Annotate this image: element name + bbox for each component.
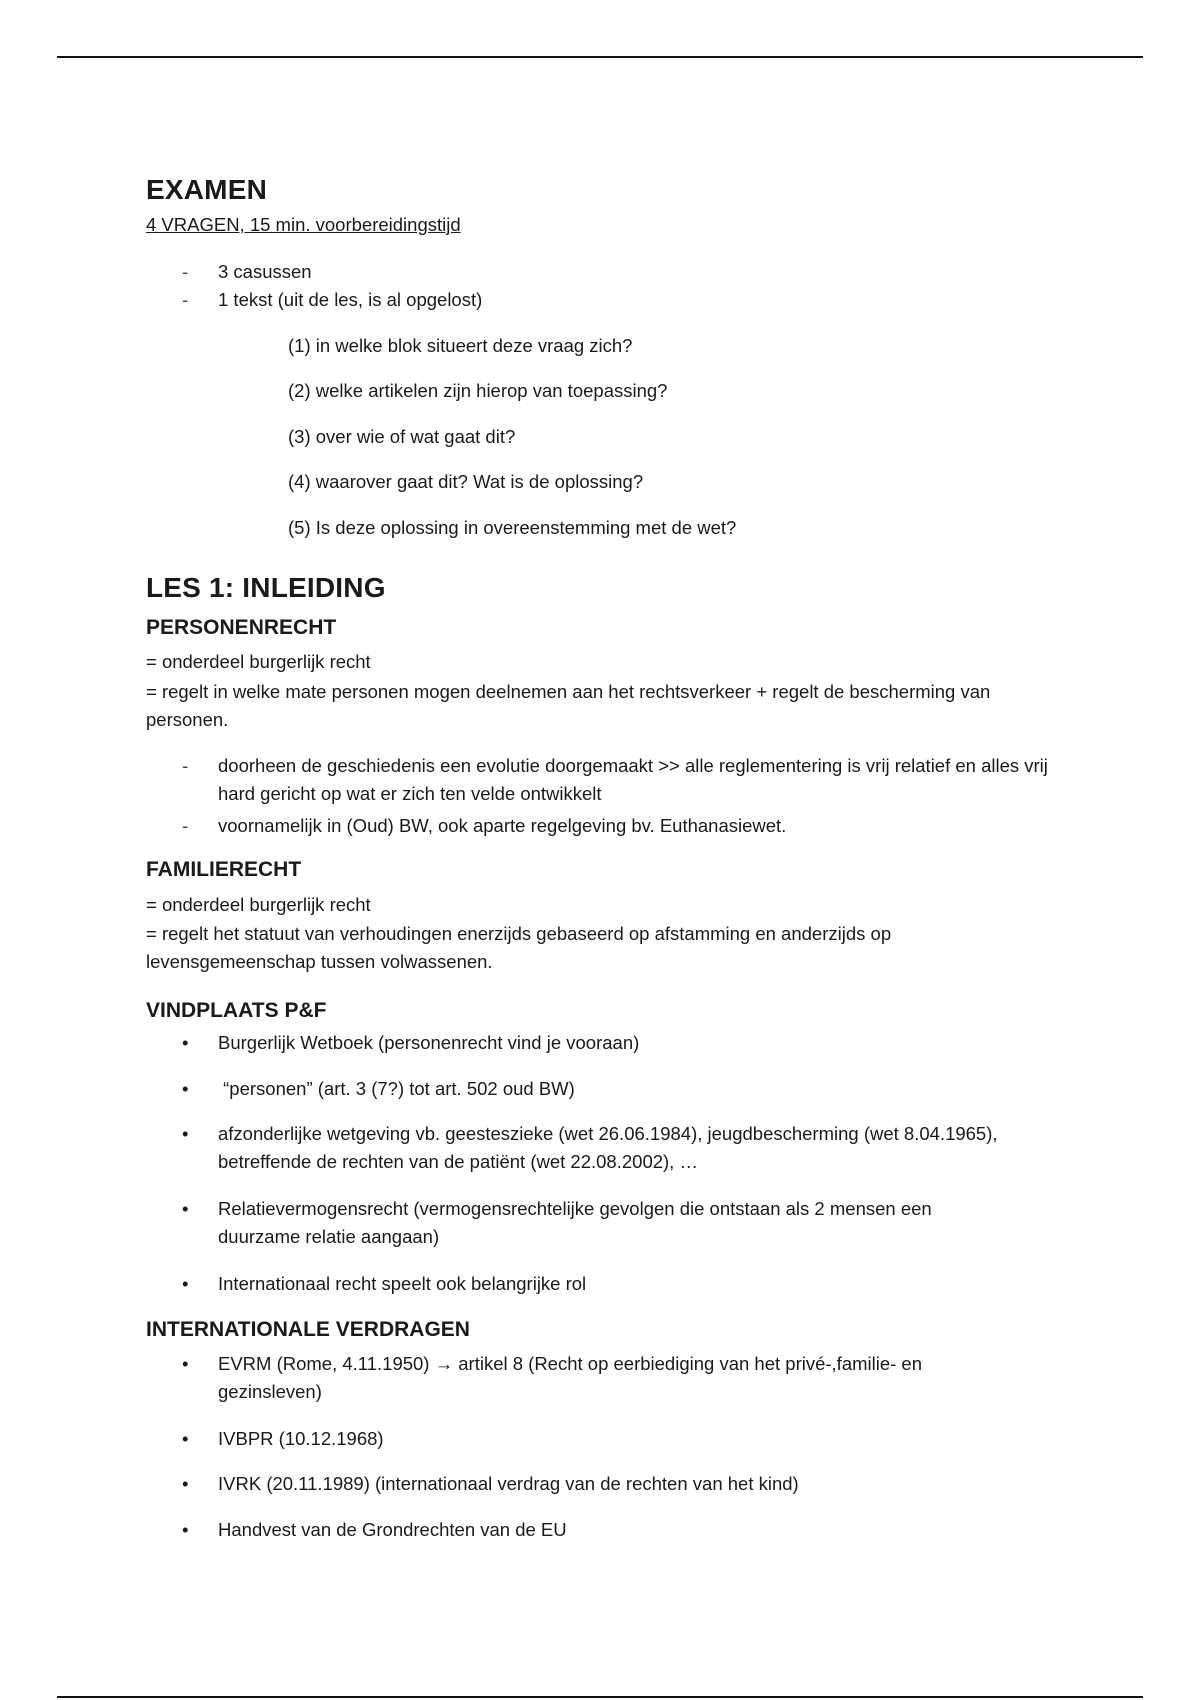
vindplaats-item: • Relatievermogensrecht (vermogensrechtelijke gevolgen die ontstaan als 2 mensen een duurzame relatie aangaan) [218,1195,1018,1251]
familierecht-definition: = onderdeel burgerlijk recht [146,894,371,915]
examen-list-item: - 3 casussen [218,258,1068,286]
exam-question: (1) in welke blok situeert deze vraag zich? [288,335,633,356]
footer-rule [57,1696,1143,1698]
verdragen-item: • Handvest van de Grondrechten van de EU [218,1516,1068,1544]
familierecht-description: = regelt het statuut van verhoudingen enerzijds gebaseerd op afstamming en anderzijds op levensgemeenschap tussen volwassenen. [146,923,892,972]
verdragen-heading: INTERNATIONALE VERDRAGEN [146,1318,470,1341]
familierecht-heading: FAMILIERECHT [146,858,302,881]
verdragen-item: • IVBPR (10.12.1968) [218,1425,1068,1453]
personenrecht-definition: = onderdeel burgerlijk recht [146,651,371,672]
examen-list-item: - 1 tekst (uit de les, is al opgelost) [218,286,1068,314]
personenrecht-item: - doorheen de geschiedenis een evolutie doorgemaakt >> alle reglementering is vrij relatief en alles vrij hard gericht op wat er zich ten velde ontwikkelt [218,752,1058,808]
header-rule [57,56,1143,58]
personenrecht-description: = regelt in welke mate personen mogen deelnemen aan het rechtsverkeer + regelt de bescherming van personen. [146,681,991,730]
examen-heading: EXAMEN [146,174,267,205]
vindplaats-item: • Burgerlijk Wetboek (personenrecht vind je vooraan) [218,1029,1068,1057]
examen-subtitle: 4 VRAGEN, 15 min. voorbereidingstijd [146,214,461,235]
exam-question: (4) waarover gaat dit? Wat is de oplossing? [288,471,644,492]
vindplaats-item: • “personen” (art. 3 (7?) tot art. 502 oud BW) [218,1075,1068,1103]
les1-heading: LES 1: INLEIDING [146,572,386,603]
personenrecht-heading: PERSONENRECHT [146,616,337,639]
exam-question: (3) over wie of wat gaat dit? [288,426,516,447]
exam-question: (5) Is deze oplossing in overeenstemming met de wet? [288,517,737,538]
verdragen-item: • IVRK (20.11.1989) (internationaal verdrag van de rechten van het kind) [218,1470,1068,1498]
personenrecht-item: - voornamelijk in (Oud) BW, ook aparte regelgeving bv. Euthanasiewet. [218,812,1068,840]
vindplaats-item: • afzonderlijke wetgeving vb. geesteszieke (wet 26.06.1984), jeugdbescherming (wet 8.04.1965), betreffende de rechten van de patiënt (wet 22.08.2002), … [218,1120,1018,1176]
exam-question: (2) welke artikelen zijn hierop van toepassing? [288,380,668,401]
verdragen-item: • EVRM (Rome, 4.11.1950) → artikel 8 (Recht op eerbiediging van het privé-,familie- en gezinsleven) [218,1350,1018,1406]
vindplaats-item: • Internationaal recht speelt ook belangrijke rol [218,1270,1068,1298]
vindplaats-heading: VINDPLAATS P&F [146,999,327,1022]
